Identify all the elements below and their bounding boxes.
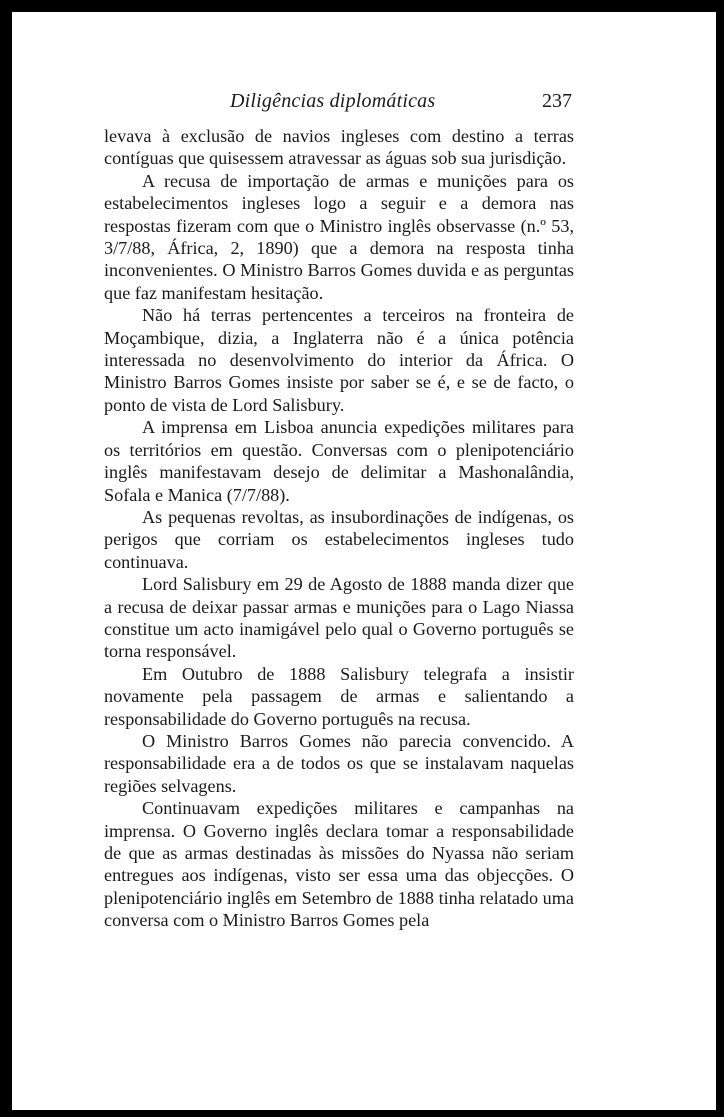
running-title: Diligências diplomáticas xyxy=(230,90,436,112)
paragraph-4: A imprensa em Lisboa anuncia expedições militares para os territórios em questão. Conversas com o plenipotenciário inglês manifestavam desejo de delimitar a Mashonalândia, Sofala e Manica (7/7/88). xyxy=(104,417,574,505)
paragraph-8: O Ministro Barros Gomes não parecia convencido. A responsabilidade era a de todos os que se instalavam naquelas regiões selvagens. xyxy=(104,730,574,796)
book-page xyxy=(12,12,716,1110)
page-header xyxy=(12,88,716,116)
paragraph-3: Não há terras pertencentes a terceiros na fronteira de Moçambique, dizia, a Inglaterra não é a única potência interessada no desenvolvimento do interior da África. O Ministro Barros Gomes insiste por saber se é, e se de facto, o ponto de vista de Lord Salisbury. xyxy=(104,305,574,415)
body-text xyxy=(104,125,574,932)
paragraph-1: levava à exclusão de navios ingleses com destino a terras contíguas que quisessem atravessar as águas sob sua jurisdição. xyxy=(104,126,574,169)
paragraph-5: As pequenas revoltas, as insubordinações de indígenas, os perigos que corriam os estabelecimentos ingleses tudo continuava. xyxy=(104,506,574,572)
paragraph-7: Em Outubro de 1888 Salisbury telegrafa a insistir novamente pela passagem de armas e salientando a responsabilidade do Governo português na recusa. xyxy=(104,663,574,729)
paragraph-2: A recusa de importação de armas e munições para os estabelecimentos ingleses logo a seguir e a demora nas respostas fizeram com que o Ministro inglês observasse (n.º 53, 3/7/88, África, 2, 1890) que a demora na resposta tinha inconvenientes. O Ministro Barros Gomes duvida e as perguntas que faz manifestam hesitação. xyxy=(104,170,574,303)
paragraph-6: Lord Salisbury em 29 de Agosto de 1888 manda dizer que a recusa de deixar passar armas e munições para o Lago Niassa constitue um acto inamigável pelo qual o Governo português se torna responsável. xyxy=(104,574,574,662)
paragraph-9: Continuavam expedições militares e campanhas na imprensa. O Governo inglês declara tomar a responsabilidade de que as armas destinadas às missões do Nyassa não seriam entregues aos indígenas, visto ser essa uma das objecções. O plenipotenciário inglês em Setembro de 1888 tinha relatado uma conversa com o Ministro Barros Gomes pela xyxy=(104,798,574,931)
page-number: 237 xyxy=(542,90,572,112)
